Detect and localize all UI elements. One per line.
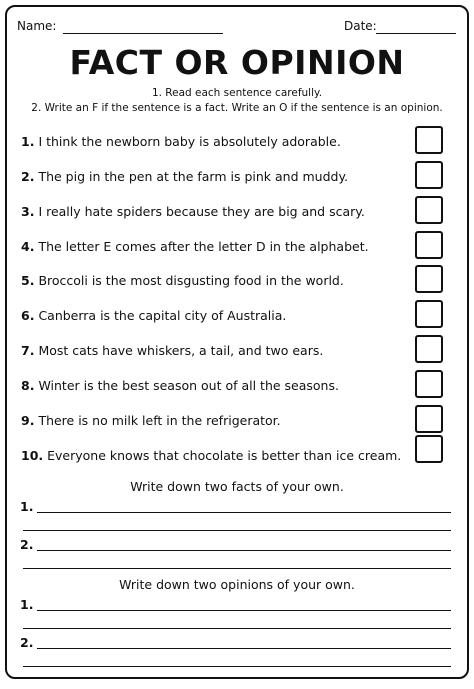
question-number: 5. [21, 273, 35, 288]
question-text: The pig in the pen at the farm is pink and muddy. [38, 169, 349, 184]
question-text: I think the newborn baby is absolutely adorable. [38, 134, 341, 149]
question-number: 10. [21, 448, 44, 463]
opinions-heading: Write down two opinions of your own. [119, 577, 355, 592]
name-field-line[interactable] [63, 33, 223, 34]
facts-heading: Write down two facts of your own. [130, 479, 344, 494]
instruction-1: 1. Read each sentence carefully. [151, 87, 323, 99]
question-text: The letter E comes after the letter D in the alphabet. [38, 239, 369, 254]
instruction-2: 2. Write an F if the sentence is a fact. Write an O if the sentence is an opinion. [31, 102, 443, 114]
question-5 [21, 273, 344, 288]
fact-number-2: 2. [20, 537, 34, 552]
question-3 [21, 204, 365, 219]
question-number: 4. [21, 239, 35, 254]
answer-box-2[interactable] [415, 161, 443, 189]
question-number: 3. [21, 204, 35, 219]
question-text: Broccoli is the most disgusting food in the world. [38, 273, 344, 288]
opinion-line-2a[interactable] [37, 648, 451, 649]
fact-number-1: 1. [20, 499, 34, 514]
question-number: 2. [21, 169, 35, 184]
opinion-line-1b[interactable] [23, 628, 451, 629]
opinion-number-2: 2. [20, 635, 34, 650]
question-1 [21, 134, 341, 149]
opinion-number-1: 1. [20, 597, 34, 612]
question-4 [21, 239, 369, 254]
fact-line-1a[interactable] [37, 512, 451, 513]
answer-box-6[interactable] [415, 300, 443, 328]
question-text: Winter is the best season out of all the seasons. [38, 378, 339, 393]
question-text: I really hate spiders because they are big and scary. [38, 204, 365, 219]
date-field-line[interactable] [376, 33, 456, 34]
date-label: Date: [344, 19, 377, 33]
question-6 [21, 308, 286, 323]
question-number: 7. [21, 343, 35, 358]
question-number: 9. [21, 413, 35, 428]
question-10 [21, 448, 401, 463]
question-number: 6. [21, 308, 35, 323]
question-8 [21, 378, 339, 393]
question-2 [21, 169, 348, 184]
answer-box-8[interactable] [415, 370, 443, 398]
question-9 [21, 413, 281, 428]
question-number: 1. [21, 134, 35, 149]
opinion-line-1a[interactable] [37, 610, 451, 611]
question-number: 8. [21, 378, 35, 393]
worksheet [5, 5, 469, 679]
fact-line-2b[interactable] [23, 568, 451, 569]
opinion-line-2b[interactable] [23, 666, 451, 667]
header-row [17, 19, 457, 39]
question-text: Everyone knows that chocolate is better than ice cream. [47, 448, 402, 463]
question-text: There is no milk left in the refrigerator. [38, 413, 281, 428]
page-title: FACT OR OPINION [69, 43, 405, 82]
answer-box-4[interactable] [415, 231, 443, 259]
question-text: Canberra is the capital city of Australia. [38, 308, 287, 323]
answer-box-9[interactable] [415, 405, 443, 433]
name-label: Name: [17, 19, 57, 33]
answer-box-7[interactable] [415, 335, 443, 363]
question-text: Most cats have whiskers, a tail, and two ears. [38, 343, 324, 358]
question-7 [21, 343, 323, 358]
fact-line-1b[interactable] [23, 530, 451, 531]
answer-box-5[interactable] [415, 265, 443, 293]
answer-box-10[interactable] [415, 435, 443, 463]
answer-box-3[interactable] [415, 196, 443, 224]
answer-box-1[interactable] [415, 126, 443, 154]
fact-line-2a[interactable] [37, 550, 451, 551]
